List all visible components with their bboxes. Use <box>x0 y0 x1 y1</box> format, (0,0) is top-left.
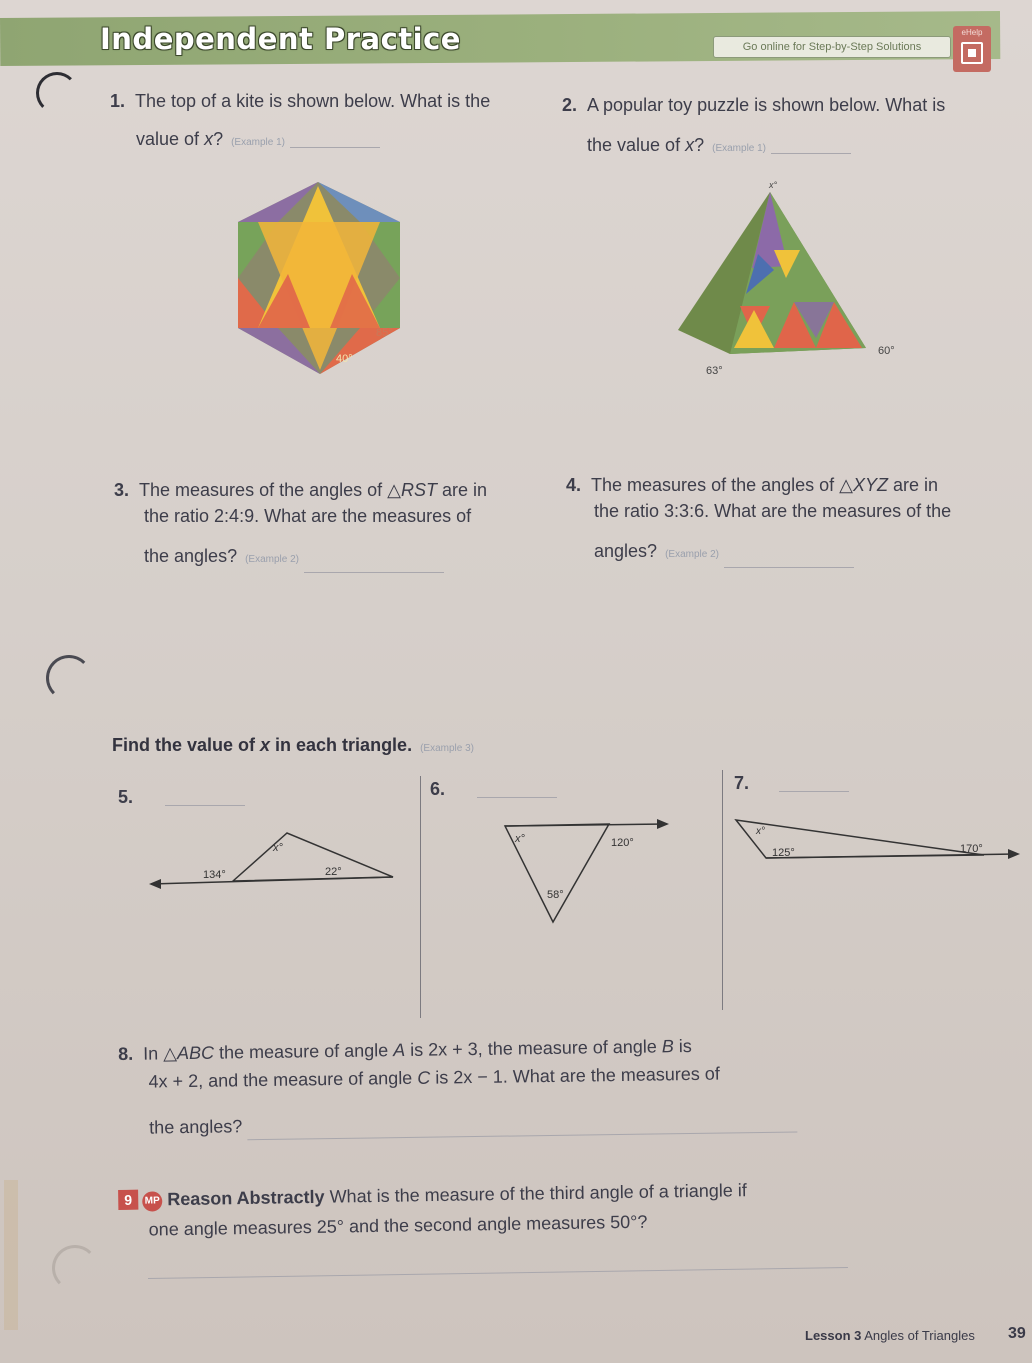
house-icon <box>961 42 983 64</box>
question-4 <box>566 472 951 568</box>
kite-angle-85: 85° <box>376 327 393 339</box>
binder-hole-mark <box>36 72 78 114</box>
question-number: 7. <box>734 773 750 793</box>
question-text: the value of <box>587 135 681 155</box>
answer-line[interactable] <box>477 797 557 798</box>
answer-line[interactable] <box>165 805 245 806</box>
triangle-name: XYZ <box>853 475 889 495</box>
angle-name: A <box>393 1039 406 1061</box>
triangle-7-angle-125: 125° <box>772 847 795 859</box>
question-1-line-2 <box>136 130 380 148</box>
triangle-7-angle-x: x° <box>756 826 765 837</box>
heading-text: in each triangle. <box>270 735 413 755</box>
column-divider <box>420 776 421 1018</box>
question-3 <box>114 477 487 573</box>
question-text: 4x + 2, and the measure of angle <box>148 1067 418 1092</box>
lesson-label: Lesson 3 <box>805 1328 862 1343</box>
question-number: 3. <box>114 480 130 500</box>
triangle-6-angle-x: x° <box>515 833 525 845</box>
answer-line[interactable] <box>724 567 854 568</box>
triangle-6-angle-120: 120° <box>611 837 634 849</box>
question-1 <box>110 92 490 110</box>
triangle-5-figure <box>145 825 405 895</box>
binder-hole-mark <box>46 655 92 701</box>
triangle-6-arrowhead <box>657 819 669 829</box>
variable: x <box>685 135 695 155</box>
kite-angle-40: 40° <box>336 353 353 365</box>
question-text: The measures of the angles of △ <box>591 475 853 495</box>
answer-line[interactable] <box>304 572 444 573</box>
question-mark: ? <box>213 129 224 149</box>
section-heading <box>112 735 474 756</box>
answer-line[interactable] <box>779 791 849 792</box>
angle-name: C <box>417 1067 431 1088</box>
question-7 <box>734 774 849 792</box>
ehelp-label: eHelp <box>961 28 983 37</box>
question-number: 5. <box>118 787 134 807</box>
question-text: the ratio 2:4:9. What are the measures of <box>144 506 472 526</box>
heading-text: Find the value of <box>112 735 261 755</box>
example-reference: (Example 1) <box>231 137 285 148</box>
question-text: is <box>673 1035 692 1057</box>
page-footer <box>805 1328 975 1343</box>
question-text: the measure of angle <box>213 1040 394 1063</box>
question-9 <box>118 1175 747 1245</box>
triangle-name: ABC <box>176 1042 215 1064</box>
question-8 <box>118 1031 797 1142</box>
step-by-step-solutions-button[interactable]: Go online for Step-by-Step Solutions <box>713 36 951 58</box>
triangle-5 <box>233 833 393 881</box>
question-text: The measures of the angles of △ <box>139 480 401 500</box>
question-5 <box>118 788 245 806</box>
triangle-7-figure <box>730 812 1025 872</box>
question-title: Reason Abstractly <box>167 1186 325 1210</box>
puzzle-angle-x: x° <box>769 180 778 190</box>
question-text: are in <box>888 475 939 495</box>
question-6 <box>430 780 557 798</box>
question-number: 8. <box>118 1043 134 1064</box>
question-2 <box>562 96 945 114</box>
triangle-name: RST <box>401 480 437 500</box>
triangle-5-angle-22: 22° <box>325 866 342 878</box>
lesson-topic: Angles of Triangles <box>864 1328 975 1343</box>
question-number: 6. <box>430 779 446 799</box>
column-divider <box>722 770 723 1010</box>
mp-badge-icon: MP <box>142 1191 162 1211</box>
question-number: 4. <box>566 475 582 495</box>
page-title: Independent Practice <box>100 22 461 56</box>
answer-line[interactable] <box>771 153 851 154</box>
binder-hole-mark <box>52 1245 98 1291</box>
question-text: is 2x + 3, the measure of angle <box>405 1036 662 1060</box>
example-reference: (Example 2) <box>665 549 719 560</box>
question-text: are in <box>437 480 488 500</box>
copyright-strip <box>4 1180 18 1330</box>
kite-figure <box>230 178 410 378</box>
question-text: the angles? <box>149 1116 243 1138</box>
ehelp-home-icon[interactable] <box>953 26 991 72</box>
angle-name: B <box>661 1036 674 1057</box>
example-reference: (Example 1) <box>712 143 767 154</box>
question-text: A popular toy puzzle is shown below. What is <box>587 95 946 115</box>
question-number-badge: 9 <box>118 1190 138 1210</box>
answer-line[interactable] <box>148 1267 848 1279</box>
question-text: the ratio 3:3:6. What are the measures of the <box>594 501 952 521</box>
toy-puzzle-figure <box>670 178 910 378</box>
example-reference: (Example 2) <box>245 554 299 565</box>
question-number: 1. <box>110 91 126 111</box>
question-text: In △ <box>143 1043 178 1064</box>
triangle-6-angle-58: 58° <box>547 889 564 901</box>
triangle-5-arrowhead <box>149 879 161 889</box>
triangle-5-angle-x: x° <box>273 842 283 854</box>
example-reference: (Example 3) <box>420 743 474 754</box>
triangle-6-figure <box>495 818 675 928</box>
question-number: 2. <box>562 95 578 115</box>
page-number: 39 <box>1008 1325 1026 1342</box>
answer-line[interactable] <box>290 147 380 148</box>
question-text: value of <box>136 129 200 149</box>
answer-line[interactable] <box>247 1132 797 1141</box>
heading-variable: x <box>260 735 271 755</box>
question-text: The top of a kite is shown below. What is the <box>135 91 491 111</box>
question-mark: ? <box>694 135 705 155</box>
question-text: What is the measure of the third angle of a triangle if <box>324 1180 747 1207</box>
variable: x <box>204 129 214 149</box>
triangle-5-angle-134: 134° <box>203 869 226 881</box>
question-text: angles? <box>594 541 658 561</box>
triangle-7-angle-170: 170° <box>960 843 983 855</box>
question-2-line-2 <box>587 136 851 154</box>
puzzle-angle-63: 63° <box>706 365 723 377</box>
question-text: is 2x − 1. What are the measures of <box>430 1063 720 1088</box>
triangle-7-arrowhead <box>1008 849 1020 859</box>
puzzle-angle-60: 60° <box>878 345 895 357</box>
question-text: one angle measures 25° and the second angle measures 50°? <box>148 1211 648 1240</box>
question-text: the angles? <box>144 546 238 566</box>
